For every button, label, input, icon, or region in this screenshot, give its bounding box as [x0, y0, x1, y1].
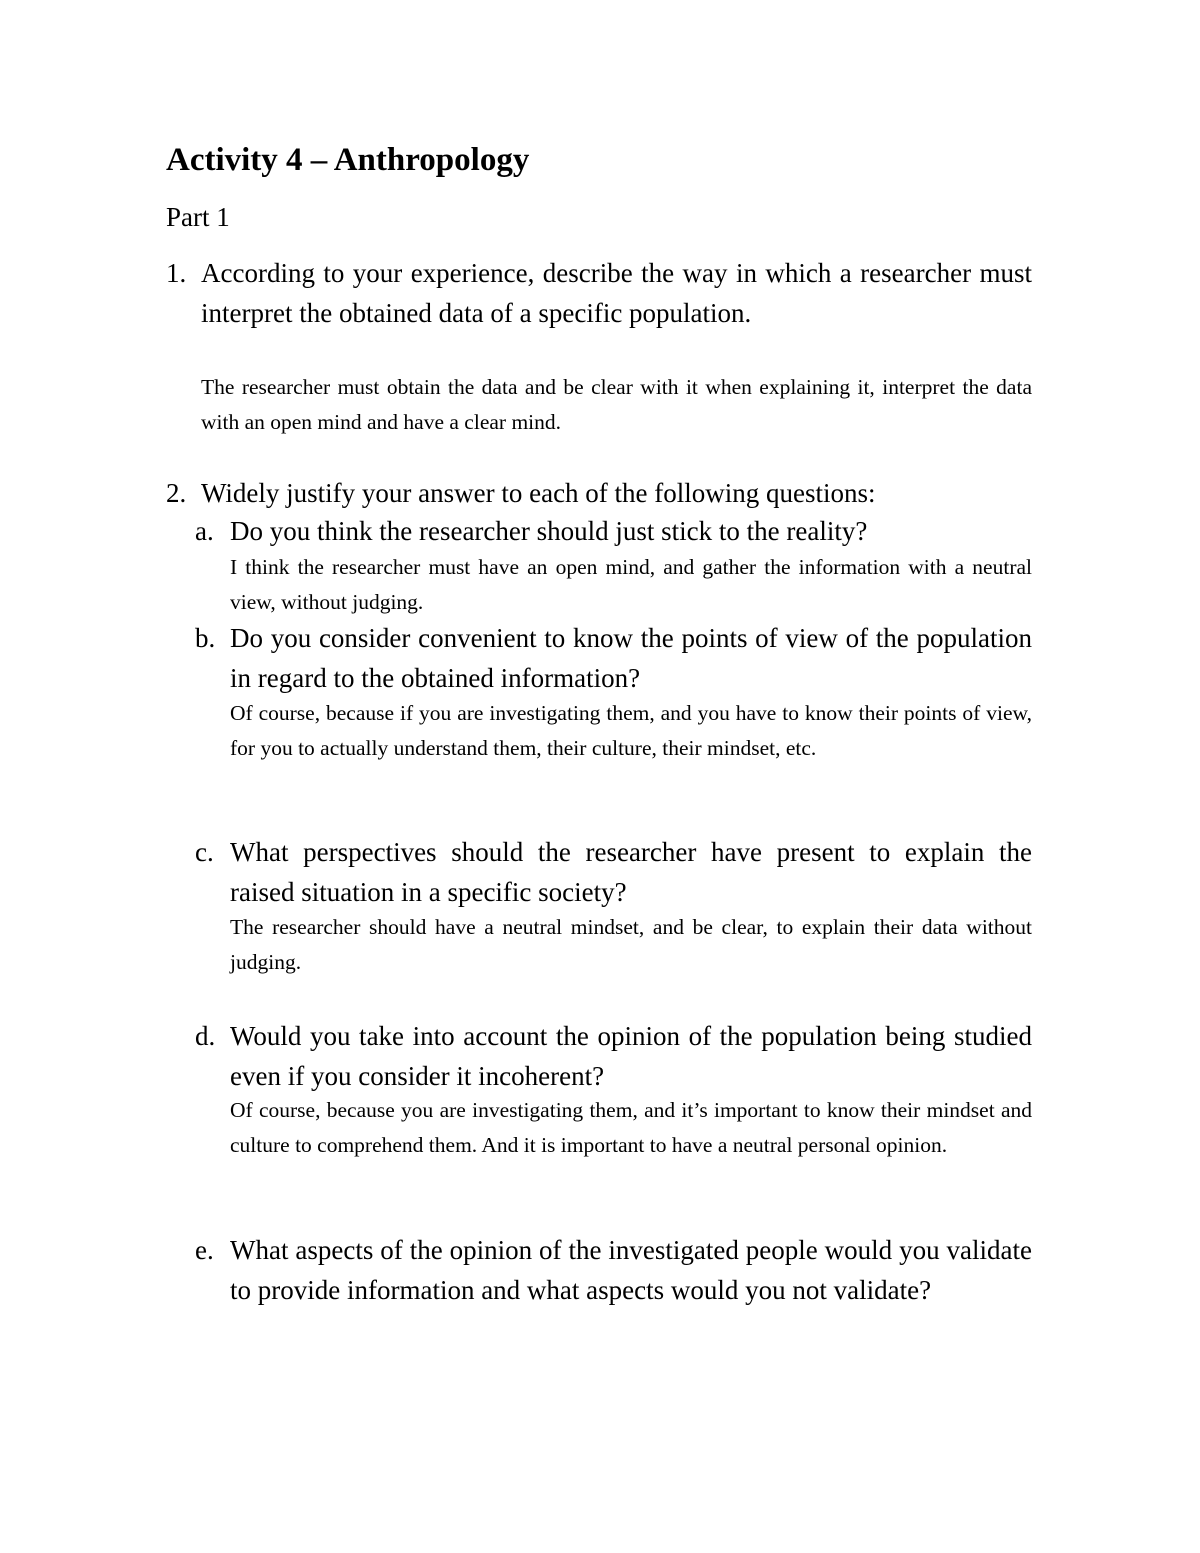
subitem-a-question: Do you think the researcher should just stick to the reality? [230, 516, 868, 546]
item-1-answer: The researcher must obtain the data and be clear with it when explaining it, interpret the data with an open mind and have a clear mind. [201, 375, 1032, 434]
subitem-c-marker: c. [195, 837, 214, 867]
document-title: Activity 4 – Anthropology [166, 142, 530, 178]
subitem-a-marker: a. [195, 516, 214, 546]
subitem-d-marker: d. [195, 1021, 216, 1051]
subitem-e-question: What aspects of the opinion of the investigated people would you validate to provide information and what aspects would you not validate? [230, 1235, 1032, 1305]
subitem-c-question: What perspectives should the researcher have present to explain the raised situation in a specific society? [230, 837, 1032, 907]
subitem-e-marker: e. [195, 1235, 214, 1265]
part-heading: Part 1 [166, 202, 230, 232]
subitem-d-answer: Of course, because you are investigating them, and it’s important to know their mindset and culture to comprehend them. And it is important to have a neutral personal opinion. [230, 1098, 1032, 1157]
subitem-b-answer: Of course, because if you are investigating them, and you have to know their points of view, for you to actually understand them, their culture, their mindset, etc. [230, 701, 1032, 760]
subitem-a-answer: I think the researcher must have an open mind, and gather the information with a neutral view, without judging. [230, 555, 1032, 614]
item-1-question: According to your experience, describe the way in which a researcher must interpret the obtained data of a specific population. [201, 258, 1032, 328]
subitem-d-question: Would you take into account the opinion of the population being studied even if you consider it incoherent? [230, 1021, 1032, 1091]
item-2-question: Widely justify your answer to each of the following questions: [201, 478, 876, 508]
subitem-c-answer: The researcher should have a neutral mindset, and be clear, to explain their data without judging. [230, 915, 1032, 974]
item-1-marker: 1. [166, 258, 187, 288]
subitem-b-marker: b. [195, 623, 216, 653]
subitem-b-question: Do you consider convenient to know the points of view of the population in regard to the obtained information? [230, 623, 1032, 693]
item-2-marker: 2. [166, 478, 187, 508]
